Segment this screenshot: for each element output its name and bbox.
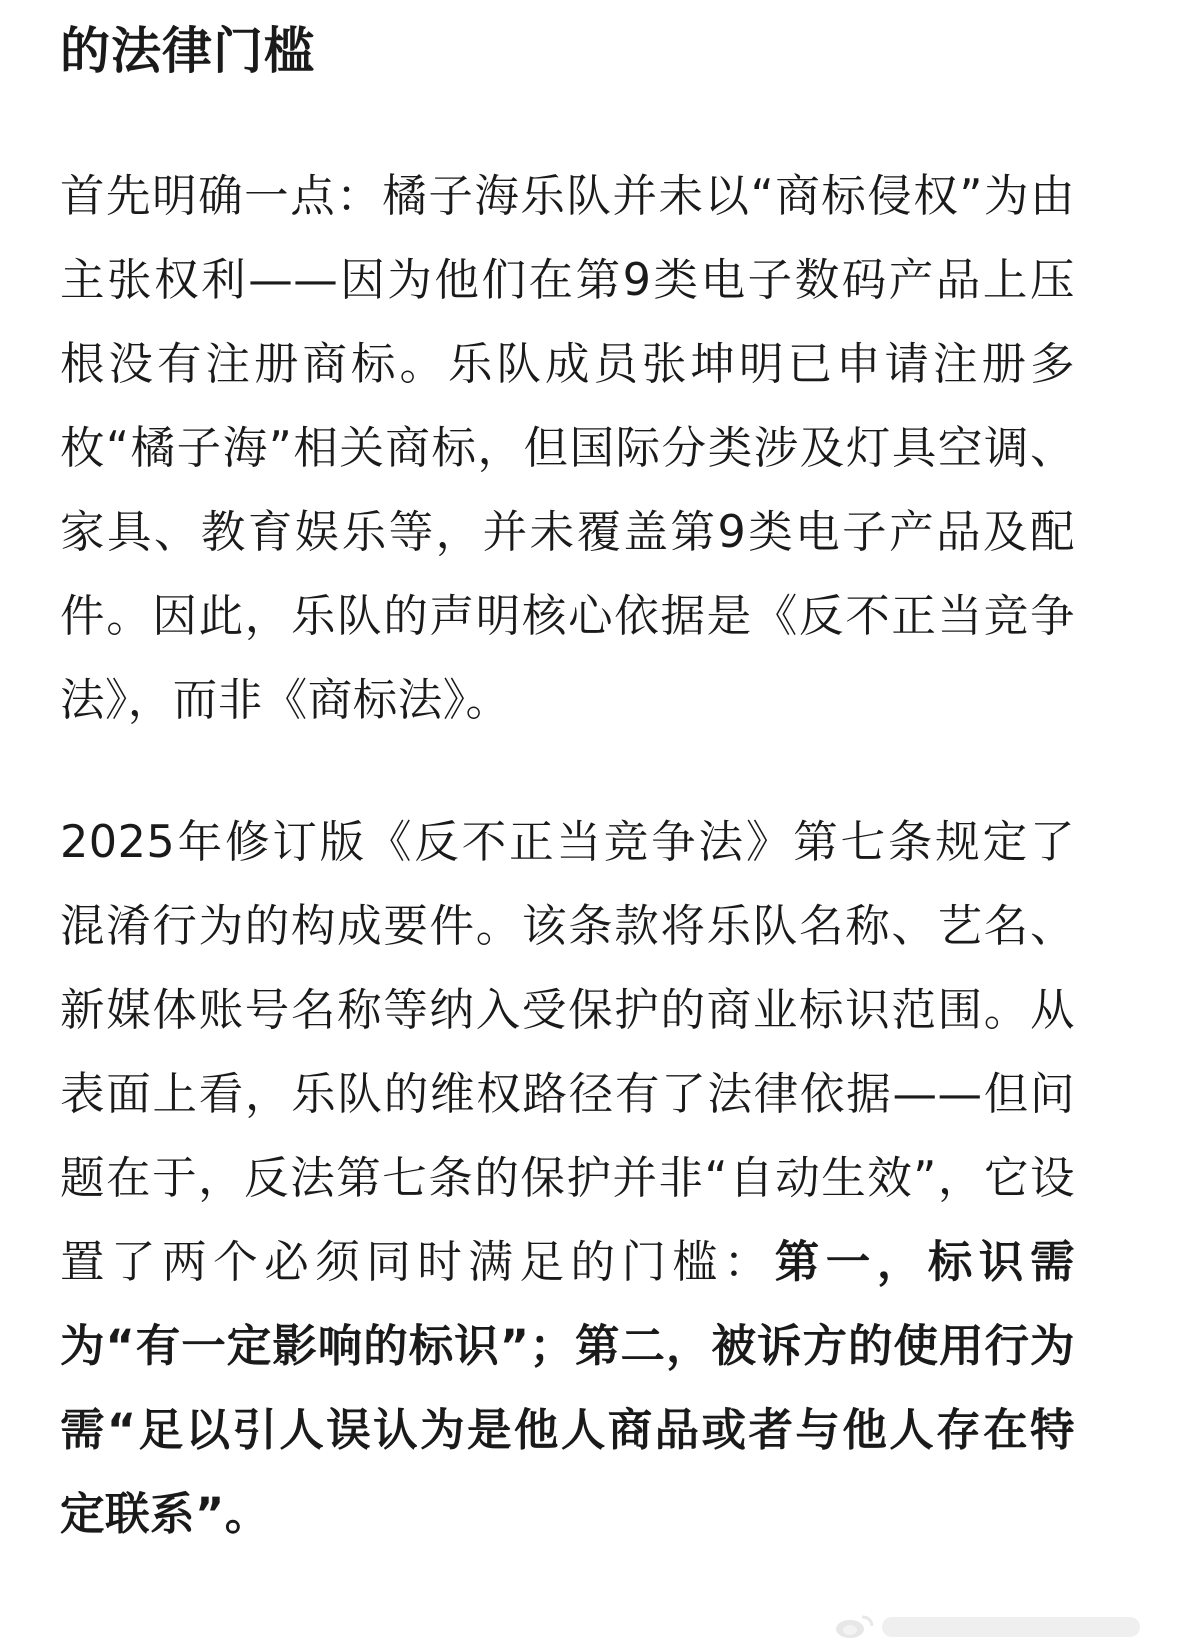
article-body bbox=[60, 0, 1075, 1557]
paragraph-2-text: 2025年修订版《反不正当竞争法》第七条规定了混淆行为的构成要件。该条款将乐队名称、艺名、新媒体账号名称等纳入受保护的商业标识范围。从表面上看，乐队的维权路径有了法律依据——但问题在于，反法第七条的保护并非“自动生效”，它设置了两个必须同时满足的门槛： bbox=[60, 817, 1075, 1288]
weibo-logo-icon bbox=[832, 1614, 876, 1640]
paragraph-2 bbox=[60, 801, 1075, 1557]
watermark-username-bar bbox=[882, 1617, 1140, 1637]
paragraph-1: 首先明确一点：橘子海乐队并未以“商标侵权”为由主张权利——因为他们在第9类电子数码产品上压根没有注册商标。乐队成员张坤明已申请注册多枚“橘子海”相关商标，但国际分类涉及灯具空调、家具、教育娱乐等，并未覆盖第9类电子产品及配件。因此，乐队的声明核心依据是《反不正当竞争法》，而非《商标法》。 bbox=[60, 171, 1075, 726]
section-heading: 的法律门槛 bbox=[60, 22, 315, 80]
watermark bbox=[832, 1614, 1140, 1640]
paragraph-2-emphasis: 第一，标识需为“有一定影响的标识”；第二，被诉方的使用行为需“足以引人误认为是他人商品或者与他人存在特定联系”。 bbox=[60, 1237, 1075, 1540]
